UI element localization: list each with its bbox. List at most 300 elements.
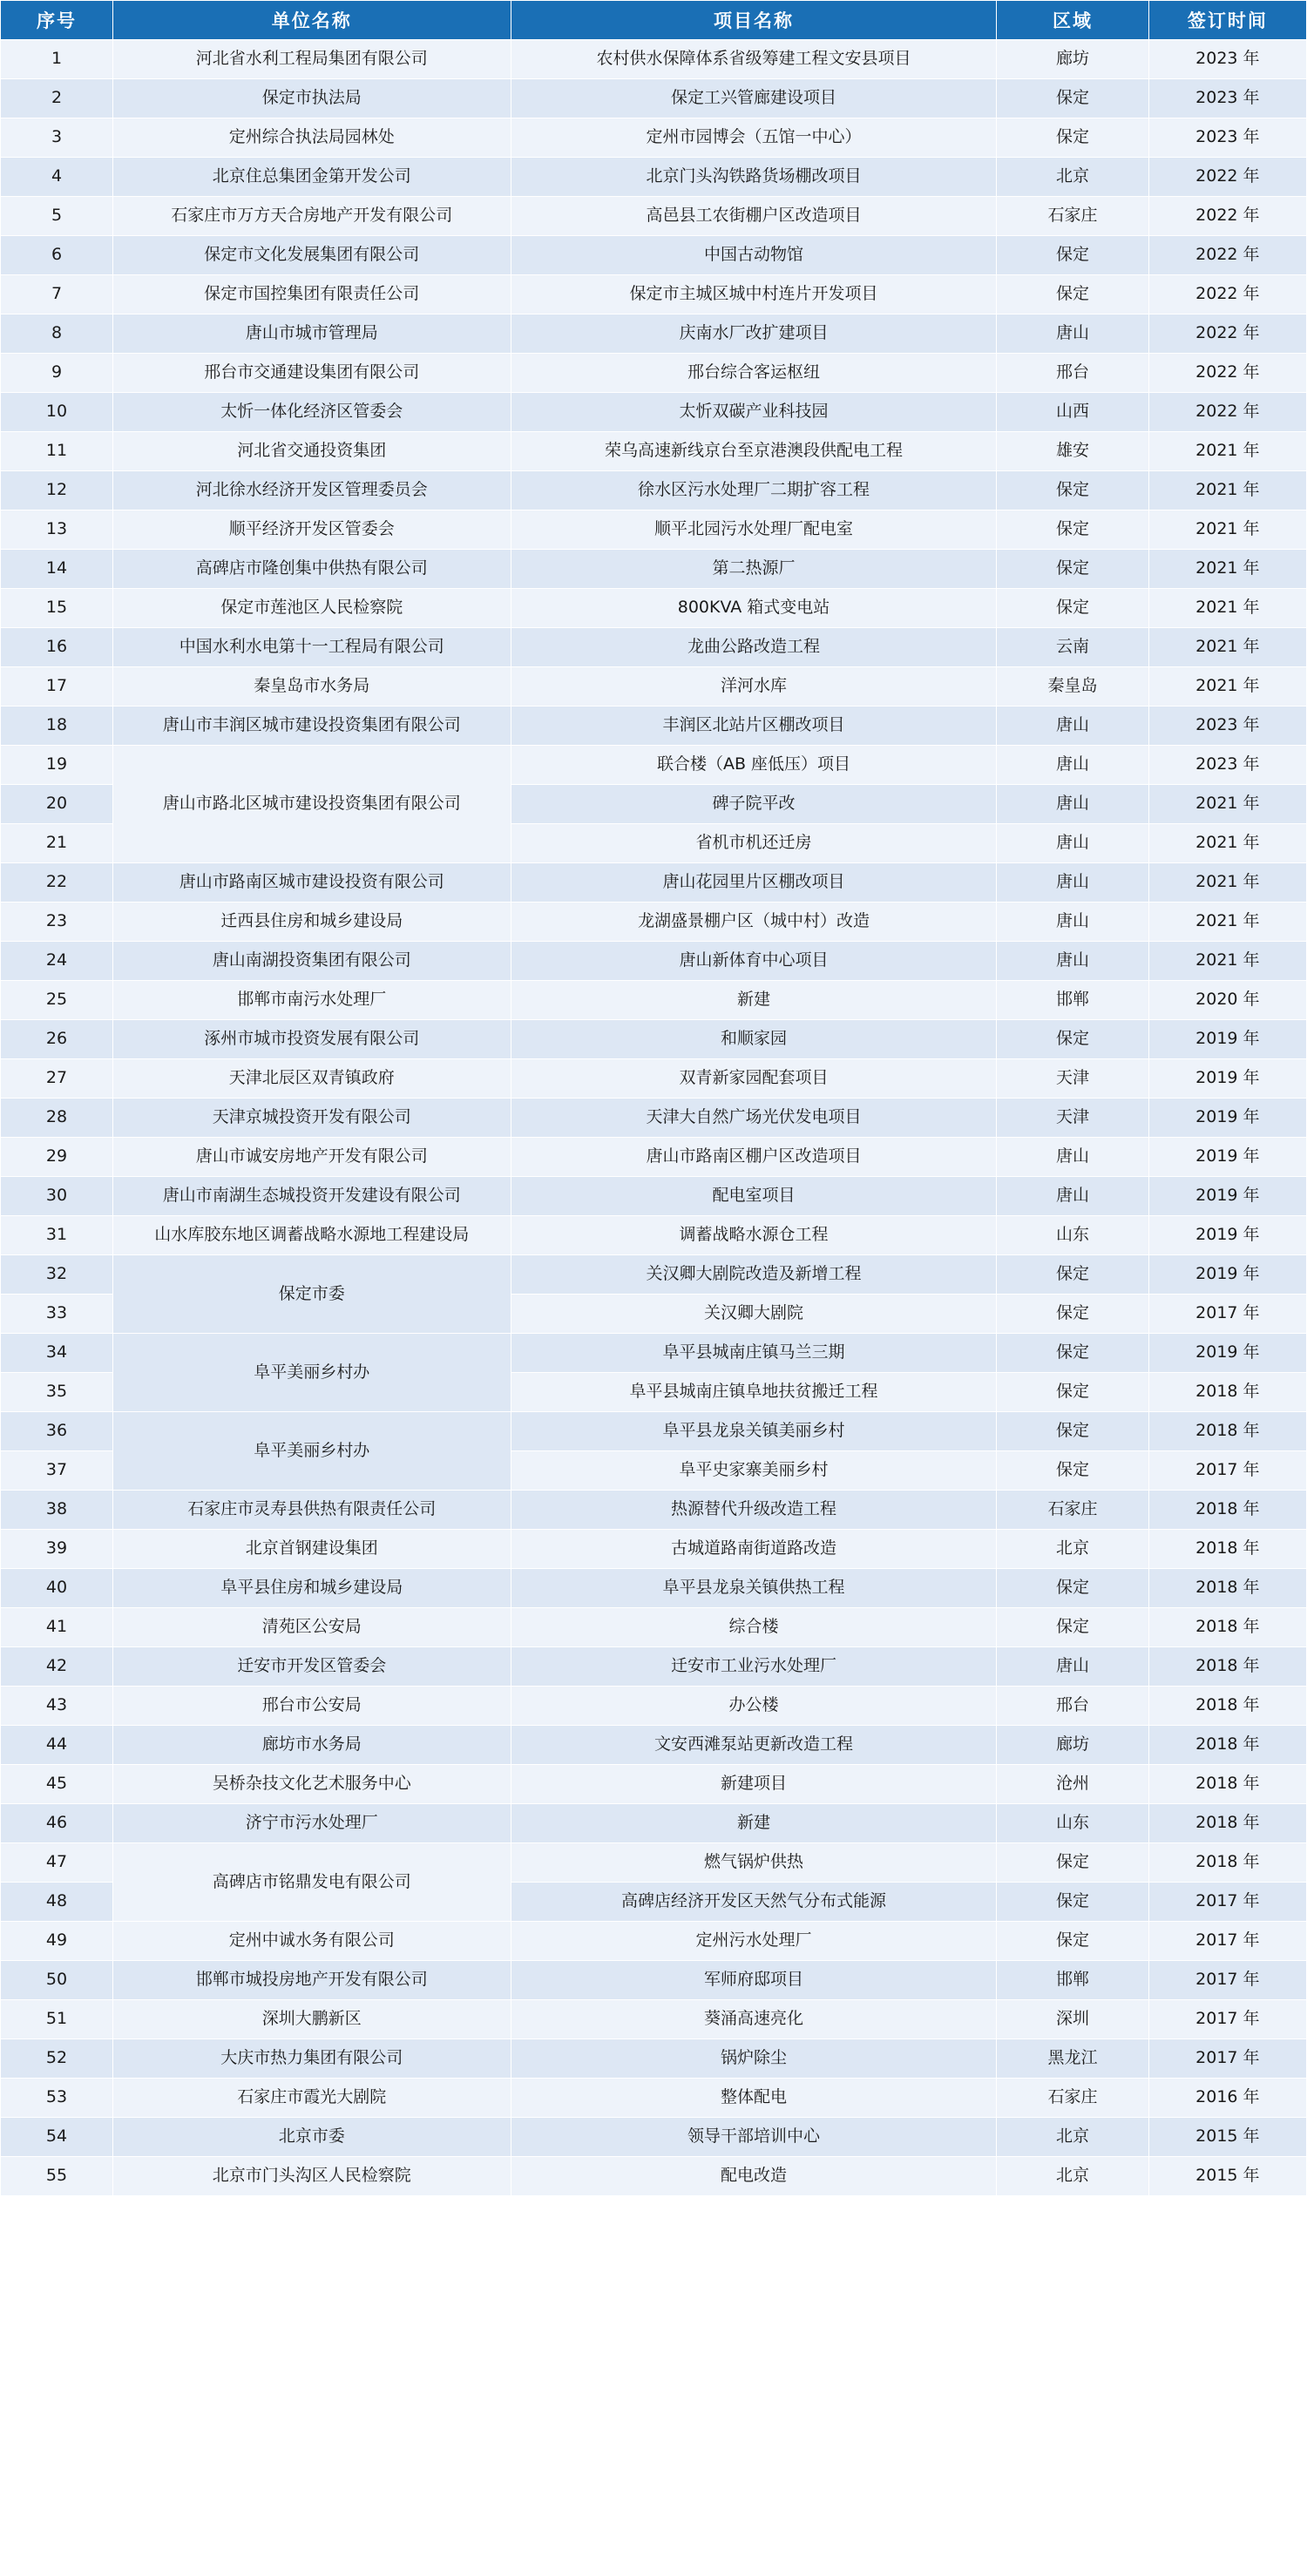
cell-area: 廊坊: [997, 1726, 1148, 1765]
cell-area: 天津: [997, 1059, 1148, 1099]
cell-area: 保定: [997, 550, 1148, 589]
cell-area: 唐山: [997, 1138, 1148, 1177]
cell-sign-date: 2016 年: [1148, 2079, 1306, 2118]
cell-area: 保定: [997, 471, 1148, 510]
table-row: [1, 1138, 1307, 1177]
cell-unit-name: 涿州市城市投资发展有限公司: [112, 1020, 511, 1059]
table-row: [1, 354, 1307, 393]
cell-index: 22: [1, 863, 113, 903]
cell-index: 55: [1, 2157, 113, 2196]
cell-unit-name: 北京市委: [112, 2118, 511, 2157]
table-header: [1, 1, 1307, 40]
cell-unit-name: 迁安市开发区管委会: [112, 1647, 511, 1687]
table-row: [1, 746, 1307, 785]
cell-index: 53: [1, 2079, 113, 2118]
cell-sign-date: 2017 年: [1148, 2000, 1306, 2039]
table-row: [1, 667, 1307, 707]
table-row: [1, 863, 1307, 903]
cell-unit-name: 定州综合执法局园林处: [112, 118, 511, 158]
cell-project-name: 唐山新体育中心项目: [511, 942, 997, 981]
cell-sign-date: 2021 年: [1148, 667, 1306, 707]
cell-unit-name: 河北省交通投资集团: [112, 432, 511, 471]
table-row: [1, 1334, 1307, 1373]
cell-area: 保定: [997, 589, 1148, 628]
cell-project-name: 洋河水库: [511, 667, 997, 707]
cell-index: 9: [1, 354, 113, 393]
cell-index: 49: [1, 1922, 113, 1961]
cell-index: 36: [1, 1412, 113, 1451]
cell-sign-date: 2017 年: [1148, 1922, 1306, 1961]
table-row: [1, 118, 1307, 158]
cell-index: 16: [1, 628, 113, 667]
cell-area: 天津: [997, 1099, 1148, 1138]
cell-area: 深圳: [997, 2000, 1148, 2039]
cell-unit-name: 邢台市交通建设集团有限公司: [112, 354, 511, 393]
cell-project-name: 唐山花园里片区棚改项目: [511, 863, 997, 903]
cell-project-name: 龙湖盛景棚户区（城中村）改造: [511, 903, 997, 942]
cell-unit-name: 唐山市城市管理局: [112, 314, 511, 354]
column-header-date: 签订时间: [1148, 1, 1306, 40]
cell-index: 3: [1, 118, 113, 158]
cell-sign-date: 2021 年: [1148, 863, 1306, 903]
table-row: [1, 628, 1307, 667]
cell-project-name: 新建: [511, 981, 997, 1020]
cell-sign-date: 2018 年: [1148, 1491, 1306, 1530]
cell-sign-date: 2018 年: [1148, 1530, 1306, 1569]
cell-area: 石家庄: [997, 197, 1148, 236]
cell-project-name: 高碑店经济开发区天然气分布式能源: [511, 1883, 997, 1922]
column-header-project: 项目名称: [511, 1, 997, 40]
cell-sign-date: 2018 年: [1148, 1804, 1306, 1843]
cell-sign-date: 2023 年: [1148, 40, 1306, 79]
cell-project-name: 保定工兴管廊建设项目: [511, 79, 997, 118]
cell-area: 云南: [997, 628, 1148, 667]
cell-area: 山东: [997, 1216, 1148, 1255]
cell-project-name: 锅炉除尘: [511, 2039, 997, 2079]
cell-index: 45: [1, 1765, 113, 1804]
cell-area: 石家庄: [997, 2079, 1148, 2118]
cell-index: 41: [1, 1608, 113, 1647]
cell-sign-date: 2019 年: [1148, 1138, 1306, 1177]
cell-project-name: 太忻双碳产业科技园: [511, 393, 997, 432]
cell-index: 25: [1, 981, 113, 1020]
cell-project-name: 阜平县龙泉关镇美丽乡村: [511, 1412, 997, 1451]
cell-sign-date: 2017 年: [1148, 1961, 1306, 2000]
cell-project-name: 中国古动物馆: [511, 236, 997, 275]
cell-project-name: 北京门头沟铁路货场棚改项目: [511, 158, 997, 197]
table-row: [1, 393, 1307, 432]
cell-area: 保定: [997, 1883, 1148, 1922]
table-row: [1, 1099, 1307, 1138]
cell-sign-date: 2021 年: [1148, 471, 1306, 510]
cell-area: 石家庄: [997, 1491, 1148, 1530]
cell-area: 唐山: [997, 785, 1148, 824]
cell-unit-name: 高碑店市铭鼎发电有限公司: [112, 1843, 511, 1922]
table-row: [1, 314, 1307, 354]
column-header-unit: 单位名称: [112, 1, 511, 40]
table-row: [1, 1804, 1307, 1843]
cell-project-name: 燃气锅炉供热: [511, 1843, 997, 1883]
cell-sign-date: 2023 年: [1148, 707, 1306, 746]
cell-sign-date: 2018 年: [1148, 1765, 1306, 1804]
cell-sign-date: 2019 年: [1148, 1059, 1306, 1099]
cell-index: 5: [1, 197, 113, 236]
cell-project-name: 高邑县工农街棚户区改造项目: [511, 197, 997, 236]
cell-area: 唐山: [997, 314, 1148, 354]
cell-area: 山东: [997, 1804, 1148, 1843]
cell-project-name: 顺平北园污水处理厂配电室: [511, 510, 997, 550]
cell-sign-date: 2017 年: [1148, 2039, 1306, 2079]
cell-sign-date: 2022 年: [1148, 314, 1306, 354]
cell-index: 46: [1, 1804, 113, 1843]
cell-index: 6: [1, 236, 113, 275]
cell-unit-name: 唐山南湖投资集团有限公司: [112, 942, 511, 981]
cell-area: 唐山: [997, 824, 1148, 863]
cell-unit-name: 保定市委: [112, 1255, 511, 1334]
table-row: [1, 1216, 1307, 1255]
cell-area: 邯郸: [997, 981, 1148, 1020]
cell-unit-name: 秦皇岛市水务局: [112, 667, 511, 707]
cell-index: 15: [1, 589, 113, 628]
table-row: [1, 275, 1307, 314]
cell-sign-date: 2023 年: [1148, 746, 1306, 785]
cell-project-name: 800KVA 箱式变电站: [511, 589, 997, 628]
cell-project-name: 古城道路南街道路改造: [511, 1530, 997, 1569]
cell-unit-name: 北京首钢建设集团: [112, 1530, 511, 1569]
cell-index: 28: [1, 1099, 113, 1138]
cell-project-name: 综合楼: [511, 1608, 997, 1647]
cell-unit-name: 济宁市污水处理厂: [112, 1804, 511, 1843]
cell-area: 保定: [997, 1373, 1148, 1412]
cell-unit-name: 廊坊市水务局: [112, 1726, 511, 1765]
cell-sign-date: 2018 年: [1148, 1647, 1306, 1687]
table-row: [1, 2039, 1307, 2079]
cell-index: 1: [1, 40, 113, 79]
cell-area: 秦皇岛: [997, 667, 1148, 707]
table-row: [1, 471, 1307, 510]
cell-project-name: 热源替代升级改造工程: [511, 1491, 997, 1530]
table-row: [1, 1687, 1307, 1726]
cell-sign-date: 2021 年: [1148, 589, 1306, 628]
table-row: [1, 40, 1307, 79]
cell-index: 13: [1, 510, 113, 550]
cell-unit-name: 北京市门头沟区人民检察院: [112, 2157, 511, 2196]
cell-area: 保定: [997, 275, 1148, 314]
cell-unit-name: 河北省水利工程局集团有限公司: [112, 40, 511, 79]
cell-sign-date: 2015 年: [1148, 2118, 1306, 2157]
cell-index: 52: [1, 2039, 113, 2079]
cell-index: 21: [1, 824, 113, 863]
table-row: [1, 942, 1307, 981]
cell-sign-date: 2019 年: [1148, 1255, 1306, 1295]
cell-unit-name: 清苑区公安局: [112, 1608, 511, 1647]
cell-area: 保定: [997, 1412, 1148, 1451]
cell-project-name: 唐山市路南区棚户区改造项目: [511, 1138, 997, 1177]
cell-index: 40: [1, 1569, 113, 1608]
cell-unit-name: 保定市执法局: [112, 79, 511, 118]
cell-unit-name: 太忻一体化经济区管委会: [112, 393, 511, 432]
cell-unit-name: 河北徐水经济开发区管理委员会: [112, 471, 511, 510]
cell-unit-name: 吴桥杂技文化艺术服务中心: [112, 1765, 511, 1804]
cell-project-name: 新建项目: [511, 1765, 997, 1804]
cell-project-name: 配电室项目: [511, 1177, 997, 1216]
cell-project-name: 省机市机还迁房: [511, 824, 997, 863]
cell-index: 50: [1, 1961, 113, 2000]
cell-area: 保定: [997, 1020, 1148, 1059]
table-row: [1, 510, 1307, 550]
cell-sign-date: 2018 年: [1148, 1373, 1306, 1412]
cell-area: 保定: [997, 1334, 1148, 1373]
cell-index: 32: [1, 1255, 113, 1295]
table-row: [1, 432, 1307, 471]
table-row: [1, 1843, 1307, 1883]
table-row: [1, 1608, 1307, 1647]
table-row: [1, 1765, 1307, 1804]
table-row: [1, 158, 1307, 197]
table-row: [1, 2118, 1307, 2157]
cell-index: 29: [1, 1138, 113, 1177]
cell-area: 沧州: [997, 1765, 1148, 1804]
cell-project-name: 徐水区污水处理厂二期扩容工程: [511, 471, 997, 510]
table-row: [1, 981, 1307, 1020]
cell-sign-date: 2021 年: [1148, 903, 1306, 942]
cell-index: 26: [1, 1020, 113, 1059]
cell-sign-date: 2021 年: [1148, 824, 1306, 863]
cell-sign-date: 2019 年: [1148, 1216, 1306, 1255]
cell-index: 20: [1, 785, 113, 824]
cell-project-name: 阜平县龙泉关镇供热工程: [511, 1569, 997, 1608]
cell-project-name: 调蓄战略水源仓工程: [511, 1216, 997, 1255]
cell-area: 北京: [997, 158, 1148, 197]
cell-project-name: 天津大自然广场光伏发电项目: [511, 1099, 997, 1138]
cell-sign-date: 2021 年: [1148, 550, 1306, 589]
cell-index: 43: [1, 1687, 113, 1726]
cell-area: 邯郸: [997, 1961, 1148, 2000]
cell-index: 12: [1, 471, 113, 510]
cell-index: 14: [1, 550, 113, 589]
cell-sign-date: 2017 年: [1148, 1883, 1306, 1922]
table-row: [1, 1255, 1307, 1295]
cell-project-name: 阜平县城南庄镇马兰三期: [511, 1334, 997, 1373]
cell-unit-name: 邯郸市南污水处理厂: [112, 981, 511, 1020]
table-row: [1, 1020, 1307, 1059]
cell-sign-date: 2018 年: [1148, 1412, 1306, 1451]
cell-index: 23: [1, 903, 113, 942]
cell-sign-date: 2021 年: [1148, 628, 1306, 667]
cell-unit-name: 中国水利水电第十一工程局有限公司: [112, 628, 511, 667]
cell-sign-date: 2023 年: [1148, 79, 1306, 118]
cell-unit-name: 阜平美丽乡村办: [112, 1412, 511, 1491]
cell-unit-name: 顺平经济开发区管委会: [112, 510, 511, 550]
cell-unit-name: 石家庄市霞光大剧院: [112, 2079, 511, 2118]
cell-index: 30: [1, 1177, 113, 1216]
cell-area: 保定: [997, 1843, 1148, 1883]
cell-unit-name: 石家庄市万方天合房地产开发有限公司: [112, 197, 511, 236]
cell-index: 48: [1, 1883, 113, 1922]
cell-area: 保定: [997, 79, 1148, 118]
table-row: [1, 236, 1307, 275]
table-row: [1, 1059, 1307, 1099]
cell-unit-name: 唐山市丰润区城市建设投资集团有限公司: [112, 707, 511, 746]
cell-project-name: 保定市主城区城中村连片开发项目: [511, 275, 997, 314]
table-row: [1, 903, 1307, 942]
cell-unit-name: 保定市莲池区人民检察院: [112, 589, 511, 628]
cell-area: 唐山: [997, 903, 1148, 942]
cell-unit-name: 大庆市热力集团有限公司: [112, 2039, 511, 2079]
cell-unit-name: 唐山市路南区城市建设投资有限公司: [112, 863, 511, 903]
table-row: [1, 1569, 1307, 1608]
cell-sign-date: 2022 年: [1148, 158, 1306, 197]
cell-area: 唐山: [997, 1177, 1148, 1216]
cell-area: 北京: [997, 2118, 1148, 2157]
column-header-area: 区域: [997, 1, 1148, 40]
cell-area: 保定: [997, 1569, 1148, 1608]
cell-index: 31: [1, 1216, 113, 1255]
table-header-row: [1, 1, 1307, 40]
cell-area: 黑龙江: [997, 2039, 1148, 2079]
cell-area: 保定: [997, 236, 1148, 275]
cell-project-name: 丰润区北站片区棚改项目: [511, 707, 997, 746]
cell-sign-date: 2021 年: [1148, 510, 1306, 550]
cell-unit-name: 迁西县住房和城乡建设局: [112, 903, 511, 942]
cell-area: 保定: [997, 118, 1148, 158]
cell-sign-date: 2020 年: [1148, 981, 1306, 1020]
cell-index: 44: [1, 1726, 113, 1765]
table-row: [1, 1412, 1307, 1451]
cell-project-name: 阜平史家寨美丽乡村: [511, 1451, 997, 1491]
cell-project-name: 领导干部培训中心: [511, 2118, 997, 2157]
cell-area: 唐山: [997, 1647, 1148, 1687]
cell-area: 山西: [997, 393, 1148, 432]
cell-project-name: 双青新家园配套项目: [511, 1059, 997, 1099]
cell-sign-date: 2018 年: [1148, 1843, 1306, 1883]
cell-index: 54: [1, 2118, 113, 2157]
cell-project-name: 龙曲公路改造工程: [511, 628, 997, 667]
table-row: [1, 1647, 1307, 1687]
cell-unit-name: 邢台市公安局: [112, 1687, 511, 1726]
table-row: [1, 1922, 1307, 1961]
cell-unit-name: 唐山市路北区城市建设投资集团有限公司: [112, 746, 511, 863]
table-row: [1, 2079, 1307, 2118]
cell-project-name: 葵涌高速亮化: [511, 2000, 997, 2039]
cell-project-name: 荣乌高速新线京台至京港澳段供配电工程: [511, 432, 997, 471]
cell-area: 保定: [997, 1295, 1148, 1334]
cell-unit-name: 高碑店市隆创集中供热有限公司: [112, 550, 511, 589]
table-row: [1, 1726, 1307, 1765]
cell-area: 邢台: [997, 354, 1148, 393]
cell-unit-name: 北京住总集团金第开发公司: [112, 158, 511, 197]
cell-unit-name: 深圳大鹏新区: [112, 2000, 511, 2039]
cell-area: 保定: [997, 1451, 1148, 1491]
cell-index: 7: [1, 275, 113, 314]
cell-sign-date: 2017 年: [1148, 1295, 1306, 1334]
table-body: [1, 40, 1307, 2196]
cell-sign-date: 2019 年: [1148, 1334, 1306, 1373]
cell-sign-date: 2018 年: [1148, 1687, 1306, 1726]
cell-project-name: 定州污水处理厂: [511, 1922, 997, 1961]
cell-sign-date: 2019 年: [1148, 1177, 1306, 1216]
cell-area: 保定: [997, 1255, 1148, 1295]
cell-project-name: 整体配电: [511, 2079, 997, 2118]
table-row: [1, 2157, 1307, 2196]
cell-project-name: 阜平县城南庄镇阜地扶贫搬迁工程: [511, 1373, 997, 1412]
cell-project-name: 配电改造: [511, 2157, 997, 2196]
cell-index: 35: [1, 1373, 113, 1412]
cell-index: 17: [1, 667, 113, 707]
cell-area: 保定: [997, 510, 1148, 550]
table-row: [1, 1530, 1307, 1569]
cell-index: 18: [1, 707, 113, 746]
cell-area: 唐山: [997, 863, 1148, 903]
cell-unit-name: 天津京城投资开发有限公司: [112, 1099, 511, 1138]
cell-index: 51: [1, 2000, 113, 2039]
cell-project-name: 碑子院平改: [511, 785, 997, 824]
cell-project-name: 办公楼: [511, 1687, 997, 1726]
cell-index: 47: [1, 1843, 113, 1883]
cell-project-name: 第二热源厂: [511, 550, 997, 589]
cell-area: 保定: [997, 1608, 1148, 1647]
cell-area: 廊坊: [997, 40, 1148, 79]
table-row: [1, 79, 1307, 118]
cell-sign-date: 2015 年: [1148, 2157, 1306, 2196]
cell-area: 雄安: [997, 432, 1148, 471]
cell-sign-date: 2018 年: [1148, 1726, 1306, 1765]
cell-sign-date: 2021 年: [1148, 942, 1306, 981]
cell-sign-date: 2022 年: [1148, 236, 1306, 275]
cell-project-name: 军师府邸项目: [511, 1961, 997, 2000]
cell-sign-date: 2021 年: [1148, 785, 1306, 824]
cell-project-name: 和顺家园: [511, 1020, 997, 1059]
cell-project-name: 关汉卿大剧院: [511, 1295, 997, 1334]
cell-project-name: 农村供水保障体系省级筹建工程文安县项目: [511, 40, 997, 79]
cell-sign-date: 2022 年: [1148, 197, 1306, 236]
cell-area: 唐山: [997, 942, 1148, 981]
cell-area: 北京: [997, 2157, 1148, 2196]
cell-project-name: 庆南水厂改扩建项目: [511, 314, 997, 354]
cell-unit-name: 保定市文化发展集团有限公司: [112, 236, 511, 275]
cell-sign-date: 2022 年: [1148, 275, 1306, 314]
cell-area: 唐山: [997, 707, 1148, 746]
cell-area: 北京: [997, 1530, 1148, 1569]
table-row: [1, 2000, 1307, 2039]
cell-index: 2: [1, 79, 113, 118]
cell-sign-date: 2019 年: [1148, 1020, 1306, 1059]
cell-unit-name: 阜平美丽乡村办: [112, 1334, 511, 1412]
cell-index: 19: [1, 746, 113, 785]
table-row: [1, 707, 1307, 746]
cell-index: 34: [1, 1334, 113, 1373]
cell-area: 邢台: [997, 1687, 1148, 1726]
cell-unit-name: 阜平县住房和城乡建设局: [112, 1569, 511, 1608]
cell-index: 39: [1, 1530, 113, 1569]
table-row: [1, 589, 1307, 628]
cell-unit-name: 定州中诚水务有限公司: [112, 1922, 511, 1961]
cell-sign-date: 2017 年: [1148, 1451, 1306, 1491]
cell-unit-name: 天津北辰区双青镇政府: [112, 1059, 511, 1099]
cell-sign-date: 2023 年: [1148, 118, 1306, 158]
cell-project-name: 定州市园博会（五馆一中心）: [511, 118, 997, 158]
cell-index: 42: [1, 1647, 113, 1687]
cell-unit-name: 邯郸市城投房地产开发有限公司: [112, 1961, 511, 2000]
cell-index: 24: [1, 942, 113, 981]
cell-index: 27: [1, 1059, 113, 1099]
cell-index: 10: [1, 393, 113, 432]
cell-project-name: 关汉卿大剧院改造及新增工程: [511, 1255, 997, 1295]
table-row: [1, 1961, 1307, 2000]
cell-unit-name: 石家庄市灵寿县供热有限责任公司: [112, 1491, 511, 1530]
table-row: [1, 1177, 1307, 1216]
cell-sign-date: 2022 年: [1148, 393, 1306, 432]
